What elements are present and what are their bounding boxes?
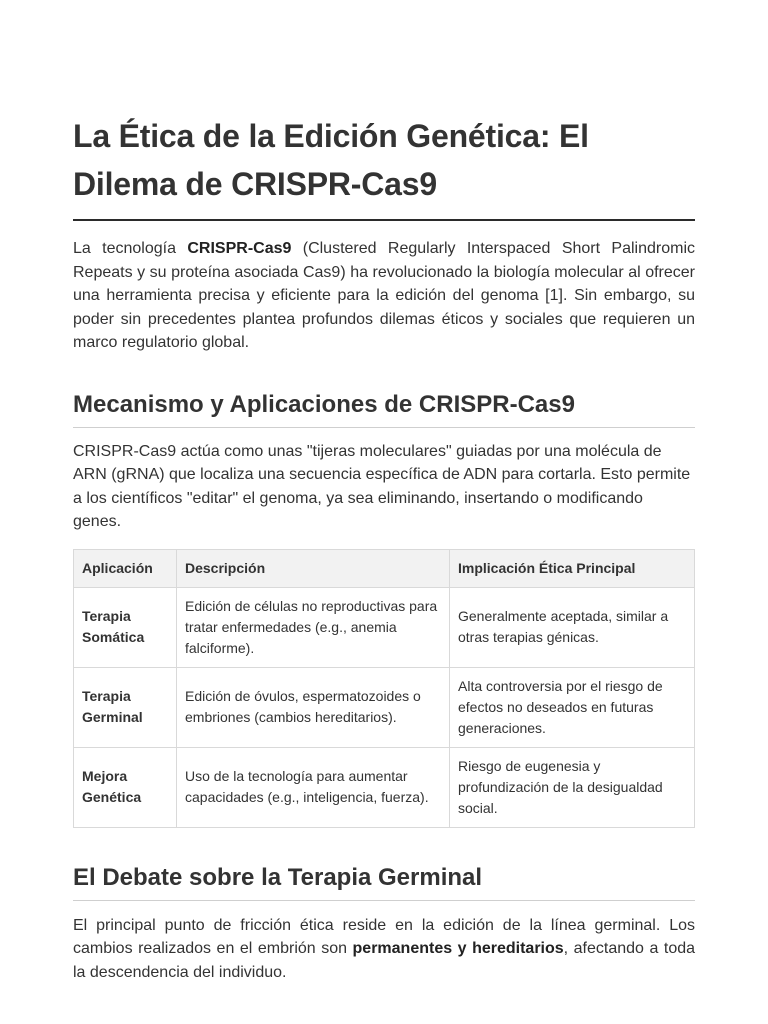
table-cell-implication: Alta controversia por el riesgo de efectos no deseados en futuras generaciones.: [450, 667, 695, 747]
applications-table: [73, 549, 695, 828]
table-cell-description: Uso de la tecnología para aumentar capacidades (e.g., inteligencia, fuerza).: [177, 747, 450, 827]
table-cell-application: Mejora Genética: [74, 747, 177, 827]
table-cell-description: Edición de células no reproductivas para tratar enfermedades (e.g., anemia falciforme).: [177, 587, 450, 667]
table-header-row: [74, 549, 695, 587]
table-cell-implication: Generalmente aceptada, similar a otras terapias génicas.: [450, 587, 695, 667]
section-heading-debate: El Debate sobre la Terapia Germinal: [73, 862, 695, 901]
debate-paragraph: [73, 914, 695, 985]
table-header-implication: Implicación Ética Principal: [450, 549, 695, 587]
debate-bold-term: permanentes y hereditarios: [352, 940, 564, 957]
debate-text-start: El principal punto de fricción ética reside en la edición de la línea germinal. Los cambios realizados en el embrión son: [73, 916, 695, 957]
intro-text-start: La tecnología: [73, 240, 188, 257]
table-cell-implication: Riesgo de eugenesia y profundización de la desigualdad social.: [450, 747, 695, 827]
table-row: [74, 747, 695, 827]
intro-text-end: (Clustered Regularly Interspaced Short Palindromic Repeats y su proteína asociada Cas9) ha revolucionado la biología molecular al ofrecer una herramienta precisa y eficiente para la edición del genoma [1]. Sin embargo, su poder sin precedentes plantea profundos dilemas éticos y sociales que requieren un marco regulatorio global.: [73, 240, 695, 351]
section-heading-mechanism: Mecanismo y Aplicaciones de CRISPR-Cas9: [73, 389, 695, 428]
mechanism-paragraph: CRISPR-Cas9 actúa como unas "tijeras moleculares" guiadas por una molécula de ARN (gRNA) que localiza una secuencia específica de ADN para cortarla. Esto permite a los científicos "editar" el genoma, ya sea eliminando, insertando o modificando genes.: [73, 442, 691, 530]
page-title: La Ética de la Edición Genética: El Dilema de CRISPR-Cas9: [73, 112, 695, 221]
table-header-application: Aplicación: [74, 549, 177, 587]
table-cell-description: Edición de óvulos, espermatozoides o embriones (cambios hereditarios).: [177, 667, 450, 747]
table-cell-application: Terapia Somática: [74, 587, 177, 667]
intro-paragraph: [73, 237, 695, 355]
table-header-description: Descripción: [177, 549, 450, 587]
debate-text-end: , afectando a toda la descendencia del individuo.: [73, 940, 696, 981]
table-row: [74, 667, 695, 747]
table-row: [74, 587, 695, 667]
table-cell-application: Terapia Germinal: [74, 667, 177, 747]
intro-bold-term: CRISPR-Cas9: [187, 240, 292, 257]
